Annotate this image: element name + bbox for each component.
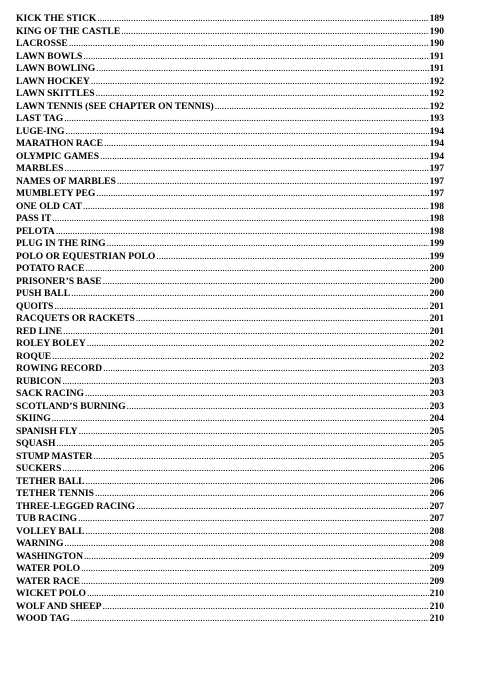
toc-entry-title: PLUG IN THE RING	[16, 238, 106, 249]
toc-entry-page: 200	[429, 288, 444, 299]
toc-entry-page: 207	[429, 500, 444, 512]
toc-entry[interactable]	[16, 463, 444, 476]
toc-entry[interactable]	[16, 38, 444, 51]
toc-entry[interactable]	[16, 613, 444, 626]
dot-leader	[79, 426, 429, 439]
toc-entry[interactable]	[16, 188, 444, 201]
dot-leader	[96, 63, 428, 76]
dot-leader	[127, 401, 429, 414]
toc-entry-page: 203	[429, 375, 444, 387]
toc-entry[interactable]	[16, 101, 444, 114]
toc-entry-title: SQUASH	[16, 438, 56, 449]
toc-entry-page: 205	[429, 425, 444, 437]
toc-entry-title: ROQUE	[16, 350, 52, 362]
toc-entry[interactable]	[16, 351, 444, 364]
toc-entry[interactable]	[16, 263, 444, 276]
toc-entry-title: LAWN BOWLING	[16, 63, 96, 74]
dot-leader	[64, 538, 428, 551]
toc-entry[interactable]	[16, 26, 444, 39]
toc-entry[interactable]	[16, 76, 444, 89]
toc-entry-page: 208	[429, 538, 444, 549]
toc-entry-title: THREE-LEGGED RACING	[16, 500, 136, 512]
toc-entry-title: WOLF AND SHEEP	[16, 600, 102, 612]
dot-leader	[66, 126, 429, 139]
toc-entry-title: VOLLEY BALL	[16, 525, 85, 537]
toc-entry[interactable]	[16, 163, 444, 176]
toc-entry-page: 192	[429, 75, 444, 87]
dot-leader	[83, 201, 429, 214]
dot-leader	[86, 526, 429, 539]
toc-entry-title: LUGE-ING	[16, 125, 65, 137]
toc-entry[interactable]	[16, 526, 444, 539]
dot-leader	[87, 588, 429, 601]
toc-entry-page: 206	[429, 463, 444, 474]
dot-leader	[103, 363, 429, 376]
toc-entry[interactable]	[16, 376, 444, 389]
toc-entry-title: LAWN TENNIS (SEE CHAPTER ON TENNIS)	[16, 100, 214, 112]
toc-entry-page: 202	[429, 338, 444, 349]
toc-entry-title: SKIING	[16, 413, 51, 424]
dot-leader	[71, 288, 428, 301]
toc-entry-title: POLO OR EQUESTRIAN POLO	[16, 250, 156, 262]
dot-leader	[136, 313, 429, 326]
toc-entry-page: 206	[429, 475, 444, 487]
toc-entry[interactable]	[16, 301, 444, 314]
toc-entry[interactable]	[16, 426, 444, 439]
dot-leader	[81, 563, 429, 576]
toc-entry[interactable]	[16, 276, 444, 289]
dot-leader	[54, 301, 428, 314]
toc-entry[interactable]	[16, 576, 444, 589]
toc-entry-title: TUB RACING	[16, 513, 78, 524]
toc-entry-title: MARATHON RACE	[16, 138, 103, 149]
toc-entry-title: ONE OLD CAT	[16, 200, 82, 212]
toc-entry-page: 207	[429, 513, 444, 524]
toc-entry-page: 194	[429, 150, 444, 162]
dot-leader	[62, 376, 428, 389]
toc-entry[interactable]	[16, 51, 444, 64]
toc-entry[interactable]	[16, 338, 444, 351]
toc-entry-title: LAWN HOCKEY	[16, 75, 90, 87]
dot-leader	[84, 551, 429, 564]
toc-entry[interactable]	[16, 226, 444, 239]
toc-entry-page: 200	[429, 275, 444, 287]
toc-entry-page: 202	[429, 350, 444, 362]
toc-entry-title: KING OF THE CASTLE	[16, 25, 121, 37]
toc-entry[interactable]	[16, 388, 444, 401]
toc-entry-title: WATER RACE	[16, 575, 81, 587]
dot-leader	[86, 476, 429, 489]
toc-entry-title: LAWN BOWLS	[16, 50, 83, 62]
toc-entry-page: 209	[429, 550, 444, 562]
dot-leader	[121, 26, 428, 39]
toc-entry-page: 198	[429, 213, 444, 224]
toc-entry-title: SUCKERS	[16, 463, 62, 474]
dot-leader	[52, 351, 428, 364]
toc-entry-title: RACQUETS OR RACKETS	[16, 313, 135, 324]
toc-entry-title: WATER POLO	[16, 563, 81, 574]
toc-entry-page: 208	[429, 525, 444, 537]
toc-entry-page: 201	[429, 300, 444, 312]
toc-entry-page: 197	[429, 163, 444, 174]
dot-leader	[64, 113, 428, 126]
toc-entry-page: 198	[429, 200, 444, 212]
toc-entry[interactable]	[16, 326, 444, 339]
toc-entry-title: NAMES OF MARBLES	[16, 175, 116, 187]
toc-entry-title: PELOTA	[16, 225, 55, 237]
toc-entry[interactable]	[16, 88, 444, 101]
toc-entry[interactable]	[16, 488, 444, 501]
toc-entry-page: 209	[429, 563, 444, 574]
toc-entry[interactable]	[16, 538, 444, 551]
toc-entry-title: STUMP MASTER	[16, 450, 93, 462]
toc-entry-page: 203	[429, 388, 444, 399]
toc-entry-title: PRISONER’S BASE	[16, 275, 102, 287]
toc-entry-page: 203	[429, 400, 444, 412]
toc-entry-page: 191	[429, 63, 444, 74]
dot-leader	[97, 13, 428, 26]
dot-leader	[62, 463, 428, 476]
toc-entry-title: TETHER TENNIS	[16, 488, 94, 499]
toc-entry-title: LAWN SKITTLES	[16, 88, 95, 99]
table-of-contents	[16, 13, 444, 626]
toc-entry-page: 197	[429, 188, 444, 199]
dot-leader	[156, 251, 428, 264]
dot-leader	[95, 488, 429, 501]
toc-entry[interactable]	[16, 138, 444, 151]
toc-entry-page: 201	[429, 313, 444, 324]
toc-entry[interactable]	[16, 176, 444, 189]
toc-entry-page: 193	[429, 113, 444, 124]
toc-entry-page: 201	[429, 325, 444, 337]
toc-entry[interactable]	[16, 238, 444, 251]
toc-entry-page: 206	[429, 488, 444, 499]
dot-leader	[215, 101, 429, 114]
dot-leader	[56, 226, 429, 239]
toc-entry-title: WOOD TAG	[16, 613, 70, 624]
toc-entry[interactable]	[16, 513, 444, 526]
toc-entry[interactable]	[16, 413, 444, 426]
toc-entry-page: 203	[429, 363, 444, 374]
toc-entry-page: 197	[429, 175, 444, 187]
dot-leader	[107, 238, 429, 251]
toc-entry-title: KICK THE STICK	[16, 13, 97, 24]
toc-entry[interactable]	[16, 401, 444, 414]
toc-entry[interactable]	[16, 551, 444, 564]
toc-entry-page: 190	[429, 38, 444, 49]
toc-entry[interactable]	[16, 63, 444, 76]
toc-entry-page: 194	[429, 138, 444, 149]
dot-leader	[71, 613, 429, 626]
toc-entry-title: SPANISH FLY	[16, 425, 78, 437]
toc-entry-title: WICKET POLO	[16, 588, 86, 599]
toc-entry-page: 192	[429, 88, 444, 99]
toc-entry-page: 205	[429, 450, 444, 462]
toc-entry[interactable]	[16, 113, 444, 126]
dot-leader	[78, 513, 429, 526]
toc-entry[interactable]	[16, 13, 444, 26]
toc-entry-page: 192	[429, 100, 444, 112]
toc-entry[interactable]	[16, 363, 444, 376]
toc-entry[interactable]	[16, 288, 444, 301]
toc-entry-page: 189	[429, 13, 444, 24]
toc-entry[interactable]	[16, 438, 444, 451]
dot-leader	[91, 76, 429, 89]
dot-leader	[81, 576, 429, 589]
toc-entry-title: MARBLES	[16, 163, 64, 174]
dot-leader	[56, 438, 428, 451]
toc-entry[interactable]	[16, 451, 444, 464]
dot-leader	[104, 138, 429, 151]
toc-entry[interactable]	[16, 563, 444, 576]
toc-entry-title: POTATO RACE	[16, 263, 85, 274]
dot-leader	[52, 213, 428, 226]
toc-entry-page: 200	[429, 263, 444, 274]
toc-entry-title: OLYMPIC GAMES	[16, 150, 100, 162]
toc-entry-title: WASHINGTON	[16, 550, 83, 562]
dot-leader	[64, 163, 428, 176]
toc-entry-title: WARNING	[16, 538, 64, 549]
toc-entry-page: 191	[429, 50, 444, 62]
toc-entry-title: MUMBLETY PEG	[16, 188, 96, 199]
toc-entry-title: PASS IT	[16, 213, 52, 224]
dot-leader	[52, 413, 429, 426]
toc-entry-title: ROLEY BOLEY	[16, 338, 86, 349]
dot-leader	[102, 601, 428, 614]
dot-leader	[136, 501, 428, 514]
toc-entry[interactable]	[16, 201, 444, 214]
toc-entry-title: PUSH BALL	[16, 288, 71, 299]
toc-entry-title: QUOITS	[16, 300, 54, 312]
dot-leader	[87, 338, 429, 351]
toc-entry-title: ROWING RECORD	[16, 363, 103, 374]
dot-leader	[86, 263, 429, 276]
toc-entry-page: 204	[429, 413, 444, 424]
toc-entry[interactable]	[16, 213, 444, 226]
dot-leader	[94, 451, 429, 464]
toc-entry[interactable]	[16, 151, 444, 164]
toc-entry[interactable]	[16, 501, 444, 514]
toc-entry[interactable]	[16, 126, 444, 139]
toc-entry-title: LACROSSE	[16, 38, 68, 49]
toc-entry[interactable]	[16, 476, 444, 489]
toc-entry-page: 210	[429, 613, 444, 624]
toc-entry-title: RUBICON	[16, 375, 62, 387]
dot-leader	[63, 326, 428, 339]
toc-entry-page: 194	[429, 125, 444, 137]
toc-entry-page: 190	[429, 25, 444, 37]
dot-leader	[83, 51, 428, 64]
dot-leader	[100, 151, 429, 164]
toc-entry-page: 198	[429, 225, 444, 237]
toc-entry-page: 210	[429, 588, 444, 599]
toc-entry[interactable]	[16, 251, 444, 264]
dot-leader	[103, 276, 429, 289]
toc-entry-page: 209	[429, 575, 444, 587]
toc-entry[interactable]	[16, 313, 444, 326]
dot-leader	[96, 188, 428, 201]
dot-leader	[117, 176, 429, 189]
toc-entry-page: 199	[429, 250, 444, 262]
toc-entry-title: LAST TAG	[16, 113, 64, 124]
toc-entry-page: 205	[429, 438, 444, 449]
dot-leader	[69, 38, 429, 51]
toc-entry-page: 199	[429, 238, 444, 249]
dot-leader	[96, 88, 429, 101]
toc-entry-title: SCOTLAND’S BURNING	[16, 400, 126, 412]
toc-entry-title: TETHER BALL	[16, 475, 85, 487]
toc-entry-page: 210	[429, 600, 444, 612]
toc-entry-title: RED LINE	[16, 325, 63, 337]
toc-entry[interactable]	[16, 601, 444, 614]
dot-leader	[85, 388, 429, 401]
toc-entry-title: SACK RACING	[16, 388, 84, 399]
toc-entry[interactable]	[16, 588, 444, 601]
